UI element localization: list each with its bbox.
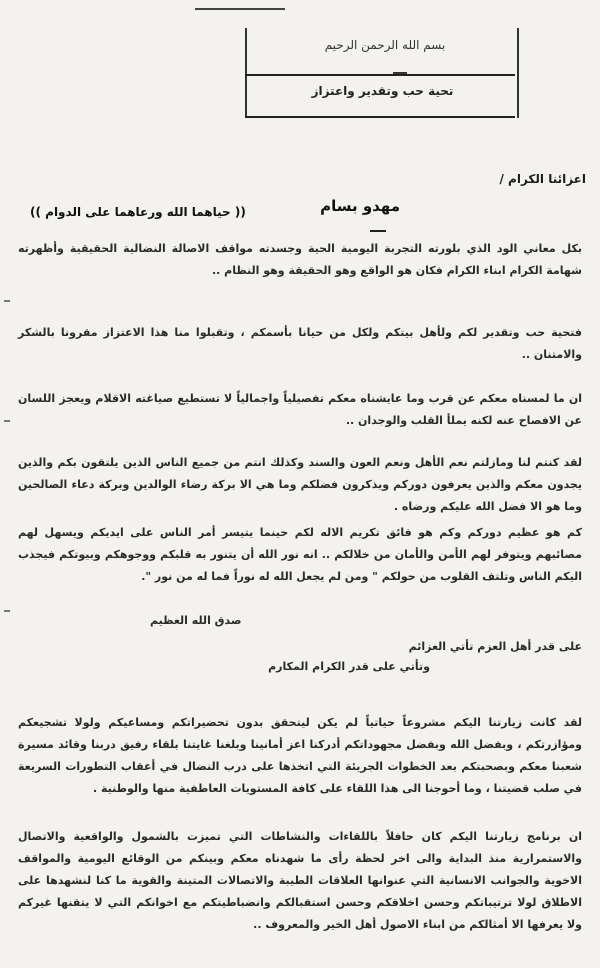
top-edge-mark <box>195 0 285 10</box>
margin-mark <box>4 420 10 422</box>
paragraph-4: لقد كنتم لنا ومازلتم نعم الأهل ونعم العون والسند وكذلك انتم من جميع الناس الذين يلتقون بكم والذين يجدون معكم والذين يعرفون دوركم ويذكرون فضلكم وما هي الا بركة رضاء الوالدين وبركة دعاء الصالحين وما هو الا فضل الله عليكم ورضاه . <box>18 456 582 513</box>
margin-mark <box>4 610 10 612</box>
bismillah: بسم الله الرحمن الرحيم <box>324 38 446 52</box>
title-underline-mark <box>370 222 386 232</box>
paragraph-7: ان برنامج زيارتنا اليكم كان حافلاً باللقاءات والنشاطات التي تميزت بالشمول والواقعية والاتصال والاستمرارية منذ البداية والى اخر لحظة رأى ما شهدناه معكم وبينكم من الوقائع اليومية والمواقف الاخوية والجوانب الانسانية التي عنوانها العلاقات الطيبة والاتصالات المتينة والقوية ما كنا لنشهدها على الاطلاق لولا ترتيباتكم وحسن اخلاقكم وحسن استقبالكم وانضباطيتكم مع اخوانكم التي لا يتقنها غيركم ولا يعرفها الا أمثالكم من ابناء الاصول أهل الخير والمعروف .. <box>18 830 582 931</box>
addressee-title-row <box>30 197 400 227</box>
header-divider-bottom <box>245 116 515 118</box>
header-underline-mark <box>393 60 407 74</box>
paragraph-1: بكل معاني الود الذي بلورته التجربة اليومية الحية وجسدته مواقف الاصالة النضالية الحقيقية وأظهرته شهامة الكرام ابناء الكرام فكان هو الواقع وهو الحقيقة وهو النظام .. <box>18 242 582 277</box>
paragraph-6: لقد كانت زيارتنا اليكم مشروعاً حياتياً لم يكن ليتحقق بدون تحضيراتكم ومساعيكم ولولا تشجيعكم ومؤازرتكم ، وبفضل الله وبفضل مجهوداتكم أدركنا اعز أمانينا وبلغنا غايتنا بلقاء رفيق دربنا وقائد مسيرة شعبنا معكم وبصحبتكم بعد الخطوات الجريئة التي اتخذها على درب النضال في أعقاب التطورات السريعة في صلب قضيتنا ، وما أحوجنا الى هذا اللقاء على كافة المستويات العاطفية منها والوطنية . <box>18 716 582 795</box>
paragraph-2: فتحية حب وتقدير لكم ولأهل بيتكم ولكل من حيانا بأسمكم ، وتقبلوا منا هذا الاعتزاز مقرونا بالشكر والامتنان .. <box>18 326 582 361</box>
addressee-names: مهدو بسام <box>320 197 400 215</box>
quote-source: صدق الله العظيم <box>150 614 242 627</box>
salutation: اعزائنا الكرام / <box>499 172 586 186</box>
verse-line-1: على قدر أهل العزم تأتي العزائم <box>408 640 582 653</box>
paragraph-5: كم هو عظيم دوركم وكم هو فائق تكريم الاله لكم حينما يتيسر أمر الناس على ايديكم ويسهل لهم مصائبهم ويتوفر لهم الأمن والأمان من خلالكم .. انه نور الله أن يتنور به قلبكم ووجوهكم وبيوتكم فيجذب اليكم الناس وتلتف القلوب من حولكم " ومن لم يجعل الله له نوراً فما له من نور ". <box>18 526 582 583</box>
margin-mark <box>4 300 10 302</box>
greeting-title: تحية حب وتقدير واعتزاز <box>311 84 454 98</box>
verse-line-2: وتأتي على قدر الكرام المكارم <box>268 660 430 673</box>
header-divider-top <box>245 74 515 76</box>
addressee-prayer: (( حياهما الله ورعاهما على الدوام )) <box>30 205 246 219</box>
paragraph-3: ان ما لمسناه معكم عن قرب وما عايشناه معكم تفصيلياً واجمالياً لا تستطيع صياغته الاقلام ويعجز اللسان عن الافصاح عنه لكنه يملأ القلب والوجدان .. <box>18 392 582 427</box>
